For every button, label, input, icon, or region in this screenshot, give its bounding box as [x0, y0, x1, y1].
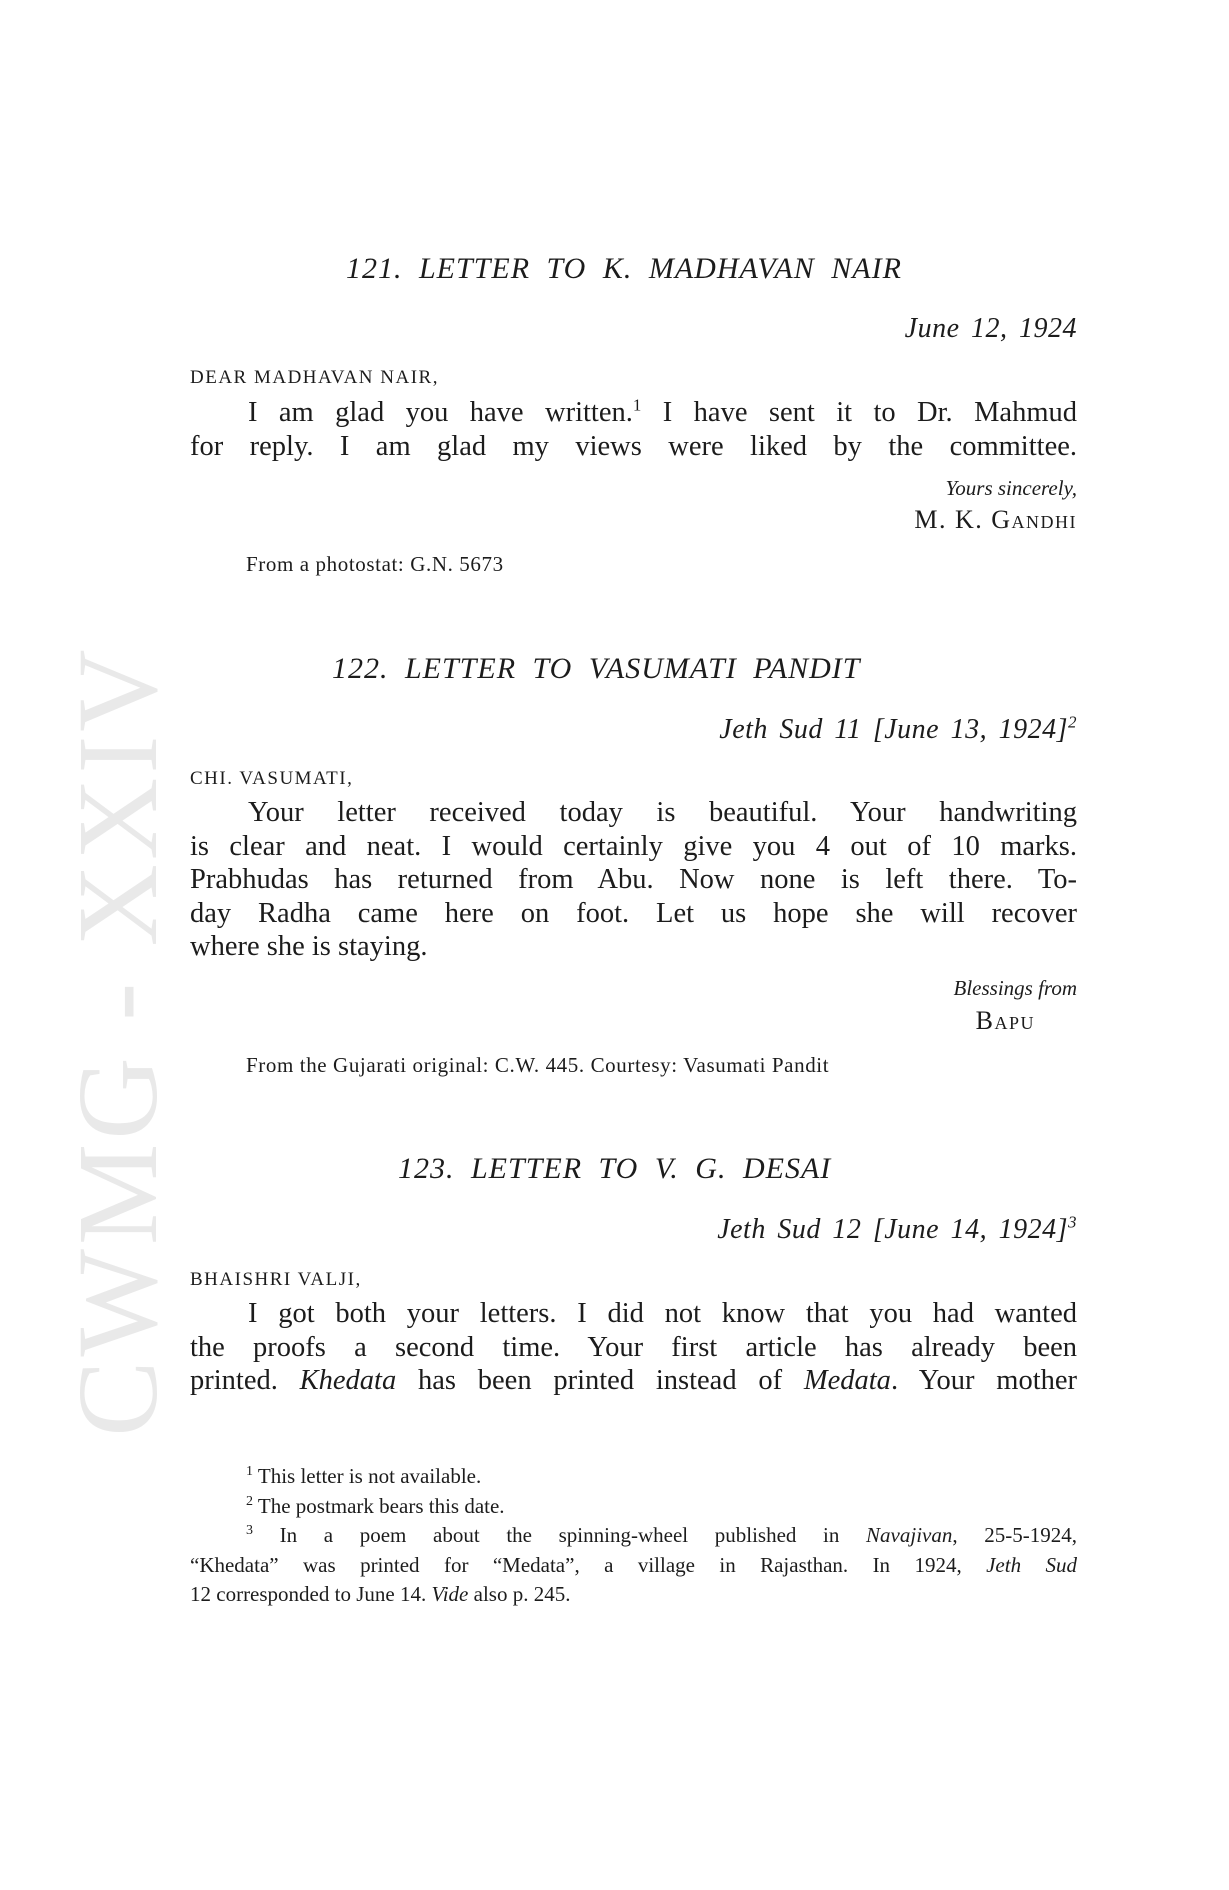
- body-line: Your letter received today is beautiful. Your handwriting: [248, 797, 1077, 828]
- letter-122-signature: Bapu: [975, 1006, 1035, 1035]
- footnote-ref: 1: [632, 395, 642, 415]
- body-line: where she is staying.: [190, 931, 428, 962]
- letter-122-body: [190, 796, 1077, 964]
- letter-123-date: Jeth Sud 12 [June 14, 1924]$^3$: [717, 1212, 1077, 1245]
- letter-121-body: [190, 396, 1077, 463]
- watermark: CWMG - XXIV: [54, 645, 181, 1437]
- letter-122-closing: Blessings from: [953, 976, 1077, 1000]
- letter-121-closing: Yours sincerely,: [945, 476, 1077, 500]
- body-line: the proofs a second time. Your first article has already been: [190, 1331, 1077, 1363]
- body-line: Prabhudas has returned from Abu. Now none is left there. To-: [190, 864, 1077, 895]
- body-line: day Radha came here on foot. Let us hope she will recover: [190, 897, 1077, 929]
- body-line: I got both your letters. I did not know that you had wanted: [248, 1298, 1077, 1329]
- letter-123-body: [190, 1297, 1077, 1398]
- letter-121-date: June 12, 1924: [904, 313, 1077, 344]
- letter-123-heading: 123. LETTER TO V. G. DESAI: [398, 1152, 832, 1185]
- letter-122-salutation: CHI. VASUMATI,: [190, 768, 354, 789]
- letter-121-salutation: DEAR MADHAVAN NAIR,: [190, 367, 439, 388]
- footnotes: [190, 1462, 1077, 1610]
- footnote-1: $^1$ This letter is not available.: [246, 1464, 482, 1488]
- footnote-3: $^3$ In a poem about the spinning-wheel published in Navajivan, 25-5-1924, “Khedata” was printed for “Medata”, a village in Rajasthan. In 1924, Jeth Sud 12 corresponded to June 14. Vide also p. 245.: [190, 1523, 1077, 1606]
- letter-122-source: From the Gujarati original: C.W. 445. Courtesy: Vasumati Pandit: [246, 1053, 830, 1077]
- letter-121-signature: M. K. Gandhi: [914, 505, 1077, 534]
- body-line: for reply. I am glad my views were liked by the committee.: [190, 430, 1077, 462]
- letter-123-salutation: BHAISHRI VALJI,: [190, 1269, 362, 1290]
- body-line: printed. Khedata has been printed instead of Medata. Your mother: [190, 1365, 1078, 1396]
- body-line: is clear and neat. I would certainly give you 4 out of 10 marks.: [190, 830, 1077, 862]
- letter-121-source: From a photostat: G.N. 5673: [246, 552, 504, 576]
- footnote-ref: 2: [1068, 712, 1077, 732]
- letter-122-heading: 122. LETTER TO VASUMATI PANDIT: [332, 652, 861, 685]
- body-line: I am glad you have written.$^1$ I have sent it to Dr. Mahmud: [248, 395, 1078, 428]
- letter-121-heading: 121. LETTER TO K. MADHAVAN NAIR: [346, 252, 902, 285]
- footnote-2: $^2$ The postmark bears this date.: [246, 1493, 505, 1518]
- letter-122-date: Jeth Sud 11 [June 13, 1924]$^2$: [719, 712, 1077, 745]
- footnote-ref: 3: [1068, 1212, 1077, 1232]
- page: [190, 0, 1077, 1890]
